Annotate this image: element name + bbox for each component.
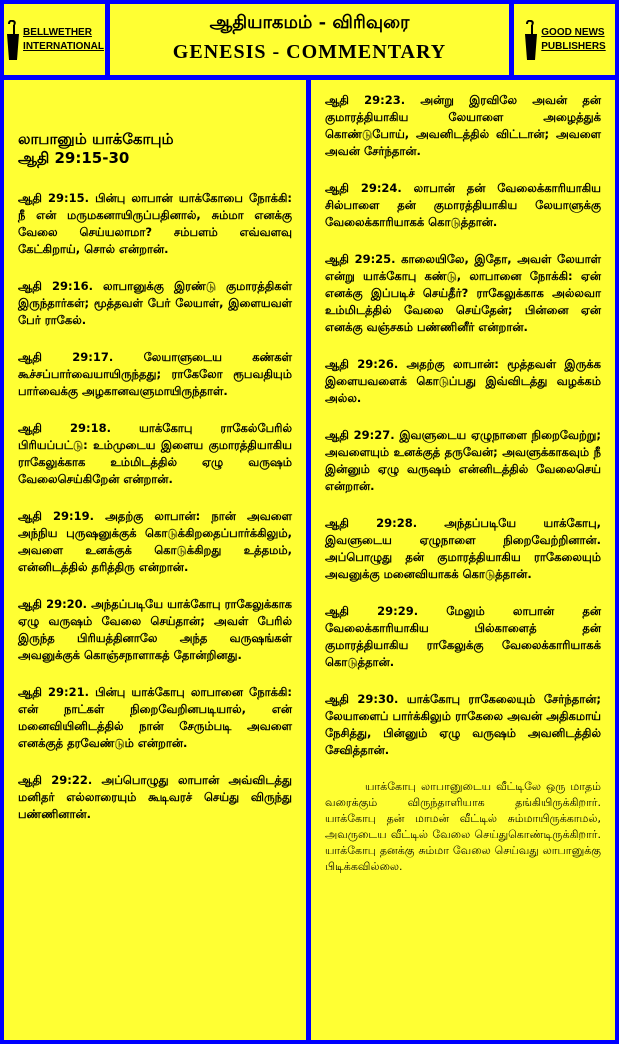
section-title [18,130,292,168]
verse-29-26: ஆதி 29:26. அதற்கு லாபான்: மூத்தவள் இருக்க இளையவளைக் கொடுப்பது இவ்விடத்து வழக்கம் அல்ல. [325,357,601,405]
commentary-paragraph: யாக்கோபு லாபானுடைய வீட்டிலே ஒரு மாதம் வரைக்கும் விருந்தாளியாக தங்கியிருக்கிறார். யாக்கோபு தன் மாமன் வீட்டில் சும்மாயிருக்காமல், அவருடைய வீட்டில் வேலை செய்துகொண்டிருக்கிறார். யாக்கோபு தனக்கு சும்மா வேலை செய்வது லாபானுக்கு பிடிக்கவில்லை. [325,780,601,873]
shepherd-icon [5,20,21,60]
verse-29-28: ஆதி 29:28. அந்தப்படியே யாக்கோபு, இவளுடைய ஏழுநாளை நிறைவேற்றினான். அப்பொழுது தன் குமாரத்தியாகிய ராகேலையும் அவனுக்கு மனைவியாகக் கொடுத்தான். [325,516,601,581]
title-tamil: ஆதியாகமம் - விரிவுரை [209,12,410,33]
bellwether-logo [4,4,105,75]
verse-29-29: ஆதி 29:29. மேலும் லாபான் தன் வேலைக்காரியாகிய பில்காளைத் தன் குமாரத்தியாகிய ராகேலுக்கு வேலைக்காரியாகக் கொடுத்தான். [325,604,601,669]
logo-line-2: PUBLISHERS [541,40,606,52]
verse-29-17: ஆதி 29:17. லேயாளுடைய கண்கள் கூச்சப்பார்வையாயிருந்தது; ராகேலோ ரூபவதியும் பார்வைக்கு அழகானவளுமாயிருந்தாள். [18,350,292,398]
header-title-box [110,4,509,75]
logo-line-1: GOOD NEWS [541,26,605,38]
verse-29-22: ஆதி 29:22. அப்பொழுது லாபான் அவ்விடத்து மனிதர் எல்லாரையும் கூடிவரச் செய்து விருந்து பண்ணினான். [18,773,292,821]
verse-29-15: ஆதி 29:15. பின்பு லாபான் யாக்கோபை நோக்கி: நீ என் மருமகனாயிருப்பதினால், சும்மா எனக்கு வேலை செய்யலாமா? சம்பளம் எவ்வளவு கேட்கிறாய், சொல் என்றான். [18,191,292,256]
right-column [311,80,615,1040]
title-english: GENESIS - COMMENTARY [172,41,447,63]
verse-29-18: ஆதி 29:18. யாக்கோபு ராகேல்பேரில் பிரியப்பட்டு: உம்முடைய இளைய குமாரத்தியாகிய ராகேலுக்காக உம்மிடத்தில் ஏழு வருஷம் வேலைசெய்கிறேன் என்றான். [18,421,292,486]
verse-29-27: ஆதி 29:27. இவளுடைய ஏழுநாளை நிறைவேற்று; அவளையும் உனக்குத் தருவேன்; அவளுக்காகவும் நீ இன்னும் ஏழு வருஷம் என்னிடத்தில் வேலைசெய் என்றான். [325,428,601,493]
verse-29-20: ஆதி 29:20. அந்தப்படியே யாக்கோபு ராகேலுக்காக ஏழு வருஷம் வேலை செய்தான்; அவள் பேரில் இருந்த பிரியத்தினாலே அந்த வருஷங்கள் அவனுக்குக் கொஞ்சநாளாகத் தோன்றினது. [18,597,292,662]
verse-29-16: ஆதி 29:16. லாபானுக்கு இரண்டு குமாரத்திகள் இருந்தார்கள்; மூத்தவள் பேர் லேயாள், இளையவள் பேர் ராகேல். [18,279,292,327]
verse-29-19: ஆதி 29:19. அதற்கு லாபான்: நான் அவளை அந்நிய புருஷனுக்குக் கொடுக்கிறதைப்பார்க்கிலும், அவளை உனக்குக் கொடுக்கிறது உத்தமம், என்னிடத்தில் தரித்திரு என்றான். [18,509,292,574]
shepherd-icon [523,20,539,60]
section-title-line-1: லாபானும் யாக்கோபும் [18,130,174,148]
verse-29-25: ஆதி 29:25. காலையிலே, இதோ, அவள் லேயாள் என்று யாக்கோபு கண்டு, லாபானை நோக்கி: ஏன் எனக்கு இப்படிச் செய்தீர்? ராகேலுக்காக அல்லவா உம்மிடத்தில் வேலை செய்தேன்; பின்னை ஏன் எனக்கு வஞ்சகம் பண்ணினீர் என்றான். [325,252,601,334]
logo-line-2: INTERNATIONAL [23,40,104,52]
good-news-logo [514,4,615,75]
logo-line-1: BELLWETHER [23,26,92,38]
verse-29-24: ஆதி 29:24. லாபான் தன் வேலைக்காரியாகிய சில்பாளை தன் குமாரத்தியாகிய லேயாளுக்கு வேலைக்காரியாகக் கொடுத்தான். [325,181,601,229]
section-title-line-2: ஆதி 29:15-30 [18,149,130,167]
verse-29-30: ஆதி 29:30. யாக்கோபு ராகேலையும் சேர்ந்தான்; லேயாளைப் பார்க்கிலும் ராகேலை அவன் அதிகமாய் நேசித்து, பின்னும் ஏழு வருஷம் அவனிடத்தில் சேவித்தான். [325,692,601,757]
left-column [4,80,306,1040]
verse-29-23: ஆதி 29:23. அன்று இரவிலே அவன் தன் குமாரத்தியாகிய லேயாளை அழைத்துக் கொண்டுபோய், அவனிடத்தில் விட்டான்; அவளை அவன் சேர்ந்தான். [325,93,601,158]
verse-29-21: ஆதி 29:21. பின்பு யாக்கோபு லாபானை நோக்கி: என் நாட்கள் நிறைவேறினபடியால், என் மனைவியினிடத்தில் நான் சேரும்படி அவளை எனக்குத் தரவேண்டும் என்றான். [18,685,292,750]
